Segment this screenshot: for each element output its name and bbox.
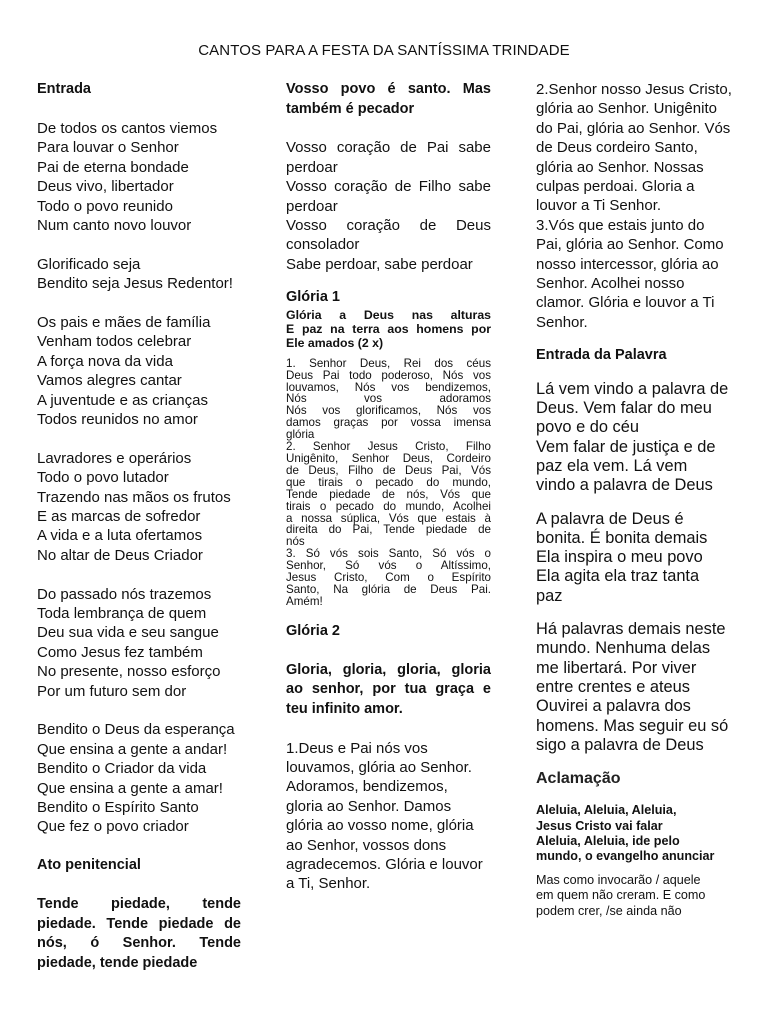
text-line: gloria ao Senhor. Damos bbox=[286, 797, 452, 815]
text-line: Vem falar de justiça e de bbox=[536, 437, 716, 456]
text-line: sigo a palavra de Deus bbox=[536, 735, 704, 754]
text-line: Ouvirei a palavra dos bbox=[536, 697, 691, 716]
text-line: Deus vivo, libertador bbox=[37, 178, 174, 196]
gloria-1-verses bbox=[286, 358, 491, 608]
column-right bbox=[536, 80, 740, 919]
text-line: louvor a Ti Senhor. bbox=[536, 197, 662, 215]
entrada-stanza-1 bbox=[37, 119, 241, 235]
entrada-stanza-5 bbox=[37, 585, 241, 701]
text-line: homens. Mas seguir eu só bbox=[536, 716, 729, 735]
column-middle bbox=[286, 80, 491, 894]
text-line: Unigênito, Senhor Deus, Cordeiro bbox=[286, 451, 491, 465]
text-line: A juventude e as crianças bbox=[37, 391, 208, 409]
text-line: 2.Senhor nosso Jesus Cristo, bbox=[536, 81, 732, 98]
text-line: culpas perdoai. Gloria a bbox=[536, 178, 695, 196]
text-line: Bendito o Criador da vida bbox=[37, 760, 207, 778]
entrada-palavra-heading: Entrada da Palavra bbox=[536, 347, 667, 364]
text-line: Glorificado seja bbox=[37, 255, 141, 273]
gloria-2-refrain bbox=[286, 661, 491, 720]
text-line: Amém! bbox=[286, 594, 323, 608]
text-line: damos graças por vossa imensa bbox=[286, 416, 491, 430]
aleluia-text bbox=[536, 803, 740, 865]
text-line: Que fez o povo criador bbox=[37, 818, 189, 836]
text-line: Toda lembrança de quem bbox=[37, 604, 207, 622]
text-line: povo e do céu bbox=[536, 418, 639, 437]
text-line: louvamos, glória ao Senhor. bbox=[286, 758, 472, 776]
text-line: E paz na terra aos homens por bbox=[286, 321, 491, 336]
text-line: agradecemos. Glória e louvor bbox=[286, 855, 483, 873]
text-line: Aleluia, Aleluia, ide pelo bbox=[536, 833, 680, 848]
text-line: Santo, Na glória de Deus Pai. bbox=[286, 582, 491, 596]
text-line: Tende piedade, tende bbox=[37, 896, 241, 913]
entrada-stanza-6 bbox=[37, 720, 241, 836]
final-text bbox=[536, 873, 740, 919]
text-line: perdoar bbox=[286, 197, 338, 215]
text-line: Todo o povo lutador bbox=[37, 469, 169, 487]
text-line: mundo, o evangelho anunciar bbox=[536, 849, 715, 864]
text-line: perdoar bbox=[286, 158, 338, 176]
text-line: de Deus cordeiro Santo, bbox=[536, 139, 698, 157]
text-line: Deus. Vem falar do meu bbox=[536, 399, 712, 418]
text-line: Deus Pai todo poderoso, Nós vos bbox=[286, 368, 491, 382]
text-line: Mas como invocarão / aquele bbox=[536, 872, 701, 887]
vosso-povo-heading bbox=[286, 80, 491, 119]
text-line: Gloria, gloria, gloria, gloria bbox=[286, 661, 491, 678]
text-line: Pai de eterna bondade bbox=[37, 158, 189, 176]
text-line: vindo a palavra de Deus bbox=[536, 476, 713, 495]
text-line: Lá vem vindo a palavra de bbox=[536, 379, 729, 398]
text-line: me libertará. Por viver bbox=[536, 658, 697, 677]
text-line: tirais o pecado do mundo, Acolhei bbox=[286, 499, 491, 513]
text-line: Tende piedade de nós, Vós que bbox=[286, 487, 491, 501]
text-line: Aleluia, Aleluia, Aleluia, bbox=[536, 803, 677, 818]
text-line: mundo. Nenhuma delas bbox=[536, 639, 711, 658]
text-line: Os pais e mães de família bbox=[37, 313, 211, 331]
gloria-2-heading: Glória 2 bbox=[286, 622, 340, 639]
text-line: 1. Senhor Deus, Rei dos céus bbox=[286, 356, 491, 370]
text-line: paz ela vem. Lá vem bbox=[536, 456, 688, 475]
text-line: louvamos, Nós vos bendizemos, bbox=[286, 380, 491, 394]
entrada-heading: Entrada bbox=[37, 81, 91, 97]
text-line: piedade, tende piedade bbox=[37, 954, 198, 971]
text-line: A força nova da vida bbox=[37, 352, 173, 370]
gloria-1-heading: Glória 1 bbox=[286, 289, 340, 306]
text-line: teu infinito amor. bbox=[286, 700, 403, 717]
text-line: Vosso coração de Pai sabe bbox=[286, 139, 491, 157]
column-left bbox=[37, 80, 241, 973]
text-line: Nós vos adoramos bbox=[286, 392, 491, 406]
text-line: clamor. Glória e louvor a Ti bbox=[536, 294, 715, 312]
text-line: a Ti, Senhor. bbox=[286, 875, 371, 893]
entrada-stanza-4 bbox=[37, 449, 241, 565]
aclamacao-heading: Aclamação bbox=[536, 770, 621, 788]
text-line: Trazendo nas mãos os frutos bbox=[37, 488, 231, 506]
text-line: também é pecador bbox=[286, 100, 415, 117]
text-line: A palavra de Deus é bbox=[536, 509, 684, 528]
text-line: consolador bbox=[286, 236, 360, 254]
text-line: glória ao vosso nome, glória bbox=[286, 817, 474, 835]
text-line: Bendito seja Jesus Redentor! bbox=[37, 275, 233, 293]
text-line: Do passado nós trazemos bbox=[37, 585, 212, 603]
entrada-stanza-3 bbox=[37, 313, 241, 429]
text-line: Venham todos celebrar bbox=[37, 333, 192, 351]
text-line: glória ao Senhor. Nossas bbox=[536, 158, 704, 176]
text-line: nós bbox=[286, 535, 305, 549]
text-line: glória ao Senhor. Unigênito bbox=[536, 100, 717, 118]
text-line: glória bbox=[286, 428, 315, 442]
vosso-povo-lines bbox=[286, 138, 491, 274]
palavra-stanza-2 bbox=[536, 510, 740, 606]
page-title: CANTOS PARA A FESTA DA SANTÍSSIMA TRINDADE bbox=[198, 42, 570, 59]
text-line: a nossa súplica, Vós que estais à bbox=[286, 511, 491, 525]
text-line: Que ensina a gente a andar! bbox=[37, 740, 228, 758]
text-line: Sabe perdoar, sabe perdoar bbox=[286, 255, 473, 273]
ato-penitencial-text bbox=[37, 895, 241, 973]
text-line: Vosso coração de Deus bbox=[286, 217, 491, 235]
text-line: Vamos alegres cantar bbox=[37, 372, 182, 390]
text-line: ao Senhor, vossos dons bbox=[286, 836, 447, 854]
text-line: Glória a Deus nas alturas bbox=[286, 307, 491, 322]
text-line: Por um futuro sem dor bbox=[37, 682, 187, 700]
text-line: Senhor, Só vós o Altíssimo, bbox=[286, 559, 491, 573]
text-line: nosso intercessor, glória ao bbox=[536, 255, 719, 273]
text-line: piedade. Tende piedade de bbox=[37, 915, 241, 932]
text-line: paz bbox=[536, 586, 563, 605]
text-line: 3. Só vós sois Santo, Só vós o bbox=[286, 547, 491, 561]
text-line: Ela agita ela traz tanta bbox=[536, 567, 700, 586]
text-line: direita do Pai, Tende piedade de bbox=[286, 523, 491, 537]
text-line: A vida e a luta ofertamos bbox=[37, 527, 203, 545]
text-line: Todo o povo reunido bbox=[37, 197, 173, 215]
text-line: podem crer, /se ainda não bbox=[536, 903, 682, 918]
text-line: Deu sua vida e seu sangue bbox=[37, 624, 219, 642]
gloria-2-verses-cont bbox=[536, 80, 740, 332]
text-line: de Deus, Filho de Deus Pai, Vós bbox=[286, 463, 491, 477]
text-line: Vosso coração de Filho sabe bbox=[286, 178, 491, 196]
text-line: 3.Vós que estais junto do bbox=[536, 216, 705, 234]
text-line: Para louvar o Senhor bbox=[37, 139, 179, 157]
text-line: em quem não creram. E como bbox=[536, 888, 706, 903]
text-line: Como Jesus fez também bbox=[37, 643, 203, 661]
text-line: Há palavras demais neste bbox=[536, 620, 726, 639]
gloria-1-refrain bbox=[286, 308, 491, 350]
text-line: Adoramos, bendizemos, bbox=[286, 778, 448, 796]
text-line: E as marcas de sofredor bbox=[37, 507, 201, 525]
text-line: Nós vos glorificamos, Nós vos bbox=[286, 404, 491, 418]
text-line: que tirais o pecado do mundo, bbox=[286, 475, 491, 489]
text-line: bonita. É bonita demais bbox=[536, 528, 708, 547]
text-line: De todos os cantos viemos bbox=[37, 119, 218, 137]
text-line: 1.Deus e Pai nós vos bbox=[286, 739, 428, 757]
palavra-stanza-3 bbox=[536, 620, 740, 755]
text-line: Lavradores e operários bbox=[37, 449, 192, 467]
text-line: No presente, nosso esforço bbox=[37, 663, 221, 681]
palavra-stanza-1 bbox=[536, 380, 740, 496]
text-line: Pai, glória ao Senhor. Como bbox=[536, 236, 724, 254]
gloria-2-verse-1 bbox=[286, 739, 491, 894]
text-line: do Pai, glória ao Senhor. Vós bbox=[536, 119, 731, 137]
text-line: Senhor. bbox=[536, 313, 588, 331]
text-line: No altar de Deus Criador bbox=[37, 546, 203, 564]
text-line: Bendito o Espírito Santo bbox=[37, 799, 199, 817]
text-line: Vosso povo é santo. Mas bbox=[286, 81, 491, 97]
text-line: Ele amados (2 x) bbox=[286, 335, 384, 350]
text-line: entre crentes e ateus bbox=[536, 677, 690, 696]
text-line: Senhor. Acolhei nosso bbox=[536, 275, 685, 293]
text-line: nós, ó Senhor. Tende bbox=[37, 935, 241, 952]
text-line: Jesus Cristo, Com o Espírito bbox=[286, 571, 491, 585]
entrada-stanza-2 bbox=[37, 255, 241, 294]
ato-penitencial-heading: Ato penitencial bbox=[37, 857, 141, 874]
text-line: Ela inspira o meu povo bbox=[536, 548, 703, 567]
text-line: Bendito o Deus da esperança bbox=[37, 721, 235, 739]
text-line: Que ensina a gente a amar! bbox=[37, 779, 223, 797]
text-line: 2. Senhor Jesus Cristo, Filho bbox=[286, 440, 491, 454]
text-line: Jesus Cristo vai falar bbox=[536, 818, 663, 833]
text-line: ao senhor, por tua graça e bbox=[286, 681, 491, 698]
text-line: Num canto novo louvor bbox=[37, 216, 192, 234]
text-line: Todos reunidos no amor bbox=[37, 410, 198, 428]
